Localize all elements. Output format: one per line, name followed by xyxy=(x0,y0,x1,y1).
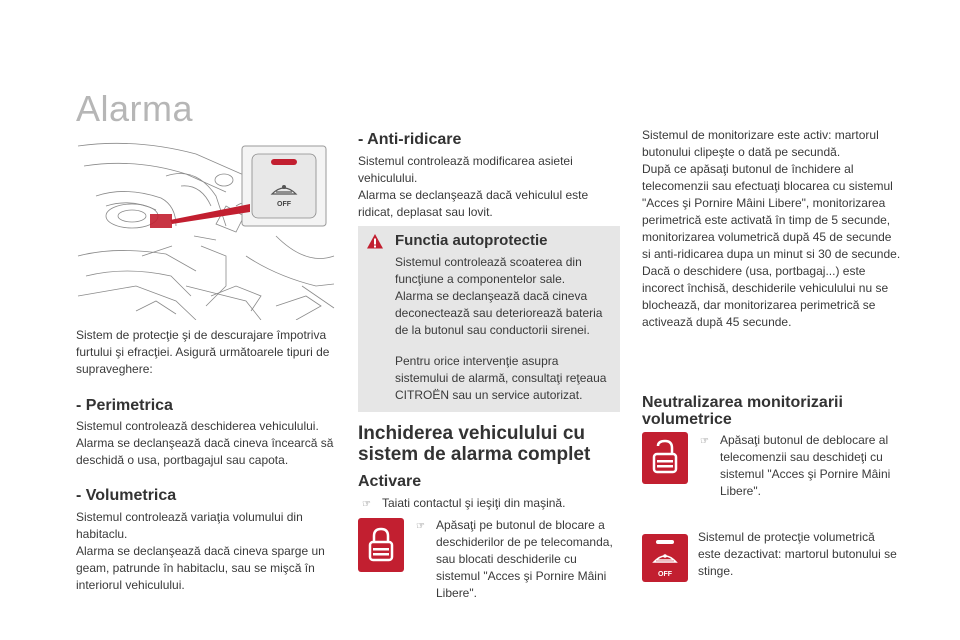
monitorizare-line: După ce apăsaţi butonul de închidere al xyxy=(642,162,854,176)
monitorizare-line: perimetrică este activată în timp de 5 secunde, xyxy=(642,213,891,227)
perimetrica-text: Sistemul controlează deschiderea vehiculului. Alarma se declanşează dacă cineva încearcă să deschidă o usa, portbagajul sau capota. xyxy=(76,419,334,467)
monitorizare-line: si anti-ridicarea dupa un minut si 30 de secunde. xyxy=(642,247,901,261)
inchiderea-heading-line1: Inchiderea vehiculului cu xyxy=(358,423,586,444)
monitorizare-line: Dacă o deschidere (usa, portbagaj...) este xyxy=(642,264,866,278)
lock-icon xyxy=(358,518,404,572)
unlock-icon xyxy=(642,432,688,484)
monitorizare-line: incorect închisă, deschiderile vehiculului nu se xyxy=(642,281,889,295)
monitorizare-line: blochează, dar monitorizarea perimetrică se xyxy=(642,298,876,312)
car-alarm-icon xyxy=(642,534,688,582)
neutralizare-heading-line1: Neutralizarea monitorizarii xyxy=(642,394,843,411)
anti-ridicare-text-1: Sistemul controlează modificarea asietei vehiculului. xyxy=(358,154,573,185)
monitorizare-line: monitorizarea volumetrică după 45 de secunde xyxy=(642,230,892,244)
volumetrica-text-2: Alarma se declanşează dacă cineva sparge un geam, patrunde în habitaclu, sau se mişcă în interiorul vehiculului. xyxy=(76,544,325,592)
dashboard-illustration xyxy=(76,136,336,320)
neutralizare-heading-line2: volumetrice xyxy=(642,411,732,428)
autoprotectie-text-1: Sistemul controlează scoaterea din funcţiune a componentelor sale. xyxy=(395,255,582,286)
perimetrica-heading: - Perimetrica xyxy=(76,397,173,414)
activare-heading: Activare xyxy=(358,473,422,490)
intro-text: Sistem de protecţie şi de descurajare împotriva furtului şi efracţiei. Asigură următoarele tipuri de supraveghere: xyxy=(76,328,330,376)
anti-ridicare-text-2: Alarma se declanşează dacă vehiculul este ridicat, deplasat sau lovit. xyxy=(358,188,589,219)
inchiderea-heading-line2: sistem de alarma complet xyxy=(358,444,591,465)
volumetrica-heading: - Volumetrica xyxy=(76,487,177,504)
activare-step-1: Taiati contactul şi ieşiţi din maşină. xyxy=(382,496,566,510)
autoprotectie-text-2: Alarma se declanşează dacă cineva deconectează sau deteriorează bateria de la butonul sau conductorii sirenei. xyxy=(395,289,603,337)
activare-step-2: Apăsaţi pe butonul de blocare a deschiderilor de pe telecomanda, sau blocati deschiderile cu sistemul "Acces şi Pornire Mâini Libere". xyxy=(436,518,613,600)
page-title: Alarma xyxy=(76,88,194,129)
illustration-off-label: OFF xyxy=(277,201,291,208)
lock-button-icon xyxy=(358,518,404,572)
dezactivat-text: Sistemul de protecţie volumetrică este dezactivat: martorul butonului se stinge. xyxy=(698,530,897,578)
volumetrica-text-1: Sistemul controlează variaţia volumului din habitaclu. xyxy=(76,510,303,541)
monitorizare-text xyxy=(642,127,912,331)
bullet-icon: ☞ xyxy=(362,499,371,510)
anti-ridicare-heading: - Anti-ridicare xyxy=(358,131,462,148)
autoprotectie-title: Functia autoprotectie xyxy=(395,232,548,249)
bullet-icon: ☞ xyxy=(416,521,425,532)
autoprotectie-text-3: Pentru orice intervenţie asupra sistemului de alarmă, consultaţi reţeaua CITROËN sau un service autorizat. xyxy=(395,354,607,402)
off-icon-label: OFF xyxy=(658,571,672,578)
warning-icon xyxy=(366,233,384,251)
unlock-button-icon xyxy=(642,432,688,484)
neutralizare-step: Apăsaţi butonul de deblocare al telecomenzii sau deschideţi cu sistemul "Acces şi Pornire Mâini Libere". xyxy=(720,433,891,498)
monitorizare-line: activează după 45 secunde. xyxy=(642,315,792,329)
alarm-off-button-icon xyxy=(642,534,688,582)
monitorizare-line: butonului clipeşte o dată pe secundă. xyxy=(642,145,841,159)
monitorizare-line: telecomenzii sau efectuaţi blocarea cu sistemul xyxy=(642,179,893,193)
monitorizare-line: Sistemul de monitorizare este activ: martorul xyxy=(642,128,879,142)
monitorizare-line: "Acces şi Pornire Mâini Libere", monitorizarea xyxy=(642,196,886,210)
bullet-icon: ☞ xyxy=(700,436,709,447)
